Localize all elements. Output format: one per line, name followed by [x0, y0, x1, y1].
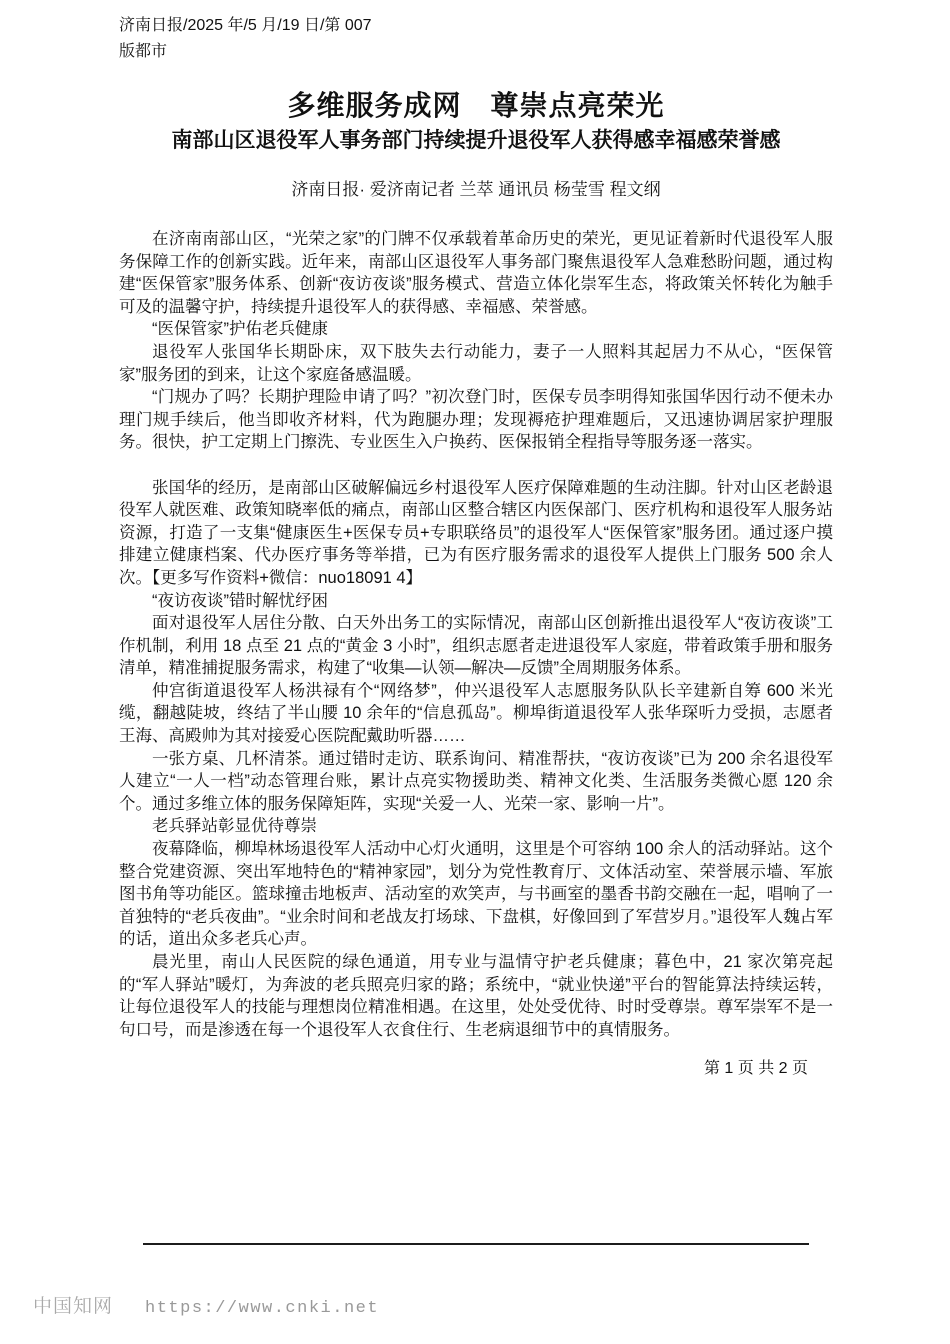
article-title: 多维服务成网 尊崇点亮荣光 [287, 90, 665, 121]
article-paragraph: 夜幕降临，柳埠林场退役军人活动中心灯火通明，这里是个可容纳 100 余人的活动驿站。这个整合党建资源、突出军地特色的“精神家园”，划分为党性教育厅、文体活动室、荣誉展示墙、军旅图书角等功能区。篮球撞击地板声、活动室的欢笑声，与书画室的墨香书韵交融在一起，唱响了一首独特的“老兵夜曲”。“业余时间和老战友打场球、下盘棋，好像回到了军营岁月。”退役军人魏占军的话，道出众多老兵心声。 [119, 840, 833, 949]
article-paragraph: 晨光里，南山人民医院的绿色通道，用专业与温情守护老兵健康；暮色中，21 家次第亮起的“军人驿站”暖灯，为奔波的老兵照亮归家的路；系统中，“就业快递”平台的智能算法持续运转，让每位退役军人的技能与理想岗位精准相遇。在这里，处处受优待、时时受尊崇。尊军崇军不是一句口号，而是渗透在每一个退役军人衣食住行、生老病退细节中的真情服务。 [119, 953, 833, 1039]
section-heading: “夜访夜谈”错时解忧纾困 [152, 591, 328, 610]
source-line-2: 版都市 [119, 43, 168, 60]
cnki-logo-text: 中国知网 [33, 1296, 114, 1317]
cnki-watermark [33, 1291, 379, 1318]
source-line-1: 济南日报/2025 年/5 月/19 日/第 007 [119, 17, 372, 34]
article-subtitle: 南部山区退役军人事务部门持续提升退役军人获得感幸福感荣誉感 [171, 129, 781, 152]
article-content [119, 0, 833, 1078]
newspaper-source-header [119, 13, 833, 65]
section-heading: 老兵驿站彰显优待尊崇 [152, 817, 317, 836]
footer-divider-line [143, 1243, 809, 1245]
article-paragraph: “门规办了吗？长期护理险申请了吗？”初次登门时，医保专员李明得知张国华因行动不便未办理门规手续后，他当即收齐材料，代为跑腿办理；发现褥疮护理难题后，又迅速协调居家护理服务。很快，护工定期上门擦洗、专业医生入户换药、医保报销全程指导等服务逐一落实。 [119, 388, 833, 452]
article-paragraph: 在济南南部山区，“光荣之家”的门牌不仅承载着革命历史的荣光，更见证着新时代退役军人服务保障工作的创新实践。近年来，南部山区退役军人事务部门聚焦退役军人急难愁盼问题，通过构建“医保管家”服务体系、创新“夜访夜谈”服务模式、营造立体化崇军生态，将政策关怀转化为触手可及的温馨守护，持续提升退役军人的获得感、幸福感、荣誉感。 [119, 230, 833, 316]
cnki-url: https://www.cnki.net [145, 1299, 380, 1318]
article-body [119, 228, 833, 1041]
article-paragraph: 一张方桌、几杯清茶。通过错时走访、联系询问、精准帮扶，“夜访夜谈”已为 200 余名退役军人建立“一人一档”动态管理台账，累计点亮实物援助类、精神文化类、生活服务类微心愿 120 余个。通过多维立体的服务保障矩阵，实现“关爱一人、光荣一家、影响一片”。 [119, 749, 833, 813]
article-paragraph: 退役军人张国华长期卧床，双下肢失去行动能力，妻子一人照料其起居力不从心，“医保管家”服务团的到来，让这个家庭备感温暖。 [119, 342, 833, 384]
article-byline: 济南日报· 爱济南记者 兰萃 通讯员 杨莹雪 程文纲 [291, 180, 661, 199]
article-paragraph: 张国华的经历，是南部山区破解偏远乡村退役军人医疗保障难题的生动注脚。针对山区老龄退役军人就医难、政策知晓率低的痛点，南部山区整合辖区内医保部门、医疗机构和退役军人服务站资源，打造了一支集“健康医生+医保专员+专职联络员”的退役军人“医保管家”服务团。通过逐户摸排建立健康档案、代办医疗事务等举措，已为有医疗服务需求的退役军人提供上门服务 500 余人次。【更多写作资料+微信：nuo18091 4】 [119, 478, 833, 587]
article-paragraph: 面对退役军人居住分散、白天外出务工的实际情况，南部山区创新推出退役军人“夜访夜谈”工作机制，利用 18 点至 21 点的“黄金 3 小时”，组织志愿者走进退役军人家庭，带着政策手册和服务清单，精准捕捉服务需求，构建了“收集—认领—解决—反馈”全周期服务体系。 [119, 614, 833, 678]
paragraph-spacer [119, 454, 833, 477]
page-indicator: 第 1 页 共 2 页 [703, 1060, 808, 1078]
section-heading: “医保管家”护佑老兵健康 [152, 320, 328, 339]
article-paragraph: 仲宫街道退役军人杨洪禄有个“网络梦”，仲兴退役军人志愿服务队队长辛建新自筹 600 米光缆，翻越陡坡，终结了半山腰 10 余年的“信息孤岛”。柳埠街道退役军人张华琛听力受损，志愿者王海、高殿帅为其对接爱心医院配戴助听器…… [119, 681, 833, 746]
